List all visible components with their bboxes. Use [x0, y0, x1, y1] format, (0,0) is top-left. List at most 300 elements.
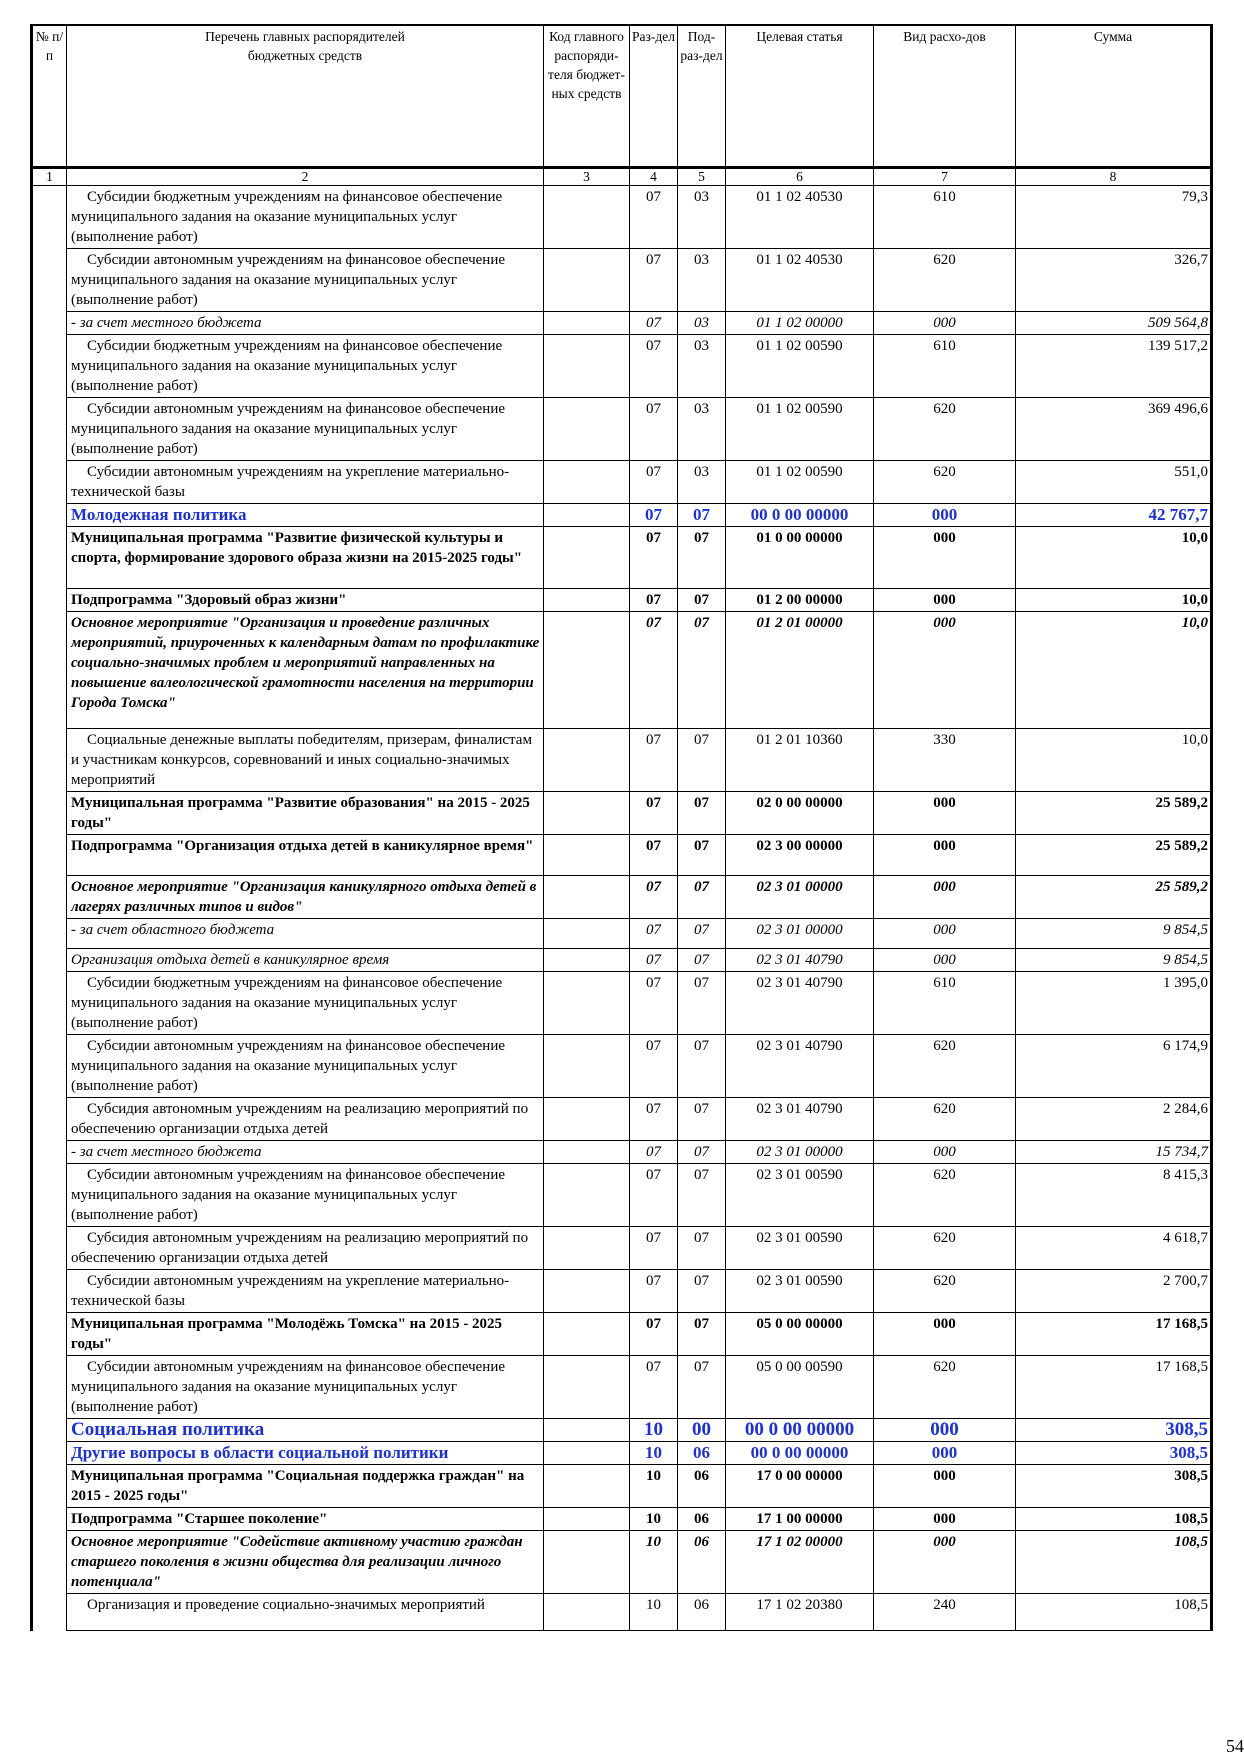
row-sum: 108,5: [1016, 1508, 1212, 1531]
row-number-cell: [32, 729, 67, 792]
row-target-article: 02 3 01 40790: [726, 972, 874, 1035]
row-podrazdel: 07: [678, 589, 726, 612]
row-number-cell: [32, 1141, 67, 1164]
row-name: Субсидия автономным учреждениям на реализацию мероприятий по обеспечению организации отдыха детей: [67, 1098, 544, 1141]
row-target-article: 01 0 00 00000: [726, 527, 874, 589]
row-podrazdel: 06: [678, 1508, 726, 1531]
row-razdel: 07: [630, 1035, 678, 1098]
row-target-article: 01 1 02 00590: [726, 461, 874, 504]
row-target-article: 17 1 00 00000: [726, 1508, 874, 1531]
table-row: [32, 949, 1212, 972]
row-podrazdel: 07: [678, 1356, 726, 1419]
table-row: [32, 1531, 1212, 1594]
row-podrazdel: 06: [678, 1465, 726, 1508]
row-grbs-code: [544, 335, 630, 398]
row-expense-type: 240: [874, 1594, 1016, 1631]
row-expense-type: 610: [874, 972, 1016, 1035]
row-podrazdel: 03: [678, 398, 726, 461]
row-name: Субсидии автономным учреждениям на финансовое обеспечение муниципального задания на оказание муниципальных услуг (выполнение работ): [67, 1164, 544, 1227]
row-grbs-code: [544, 876, 630, 919]
row-target-article: 01 1 02 00000: [726, 312, 874, 335]
row-expense-type: 000: [874, 504, 1016, 527]
row-target-article: 02 3 00 00000: [726, 835, 874, 876]
row-razdel: 10: [630, 1442, 678, 1465]
row-razdel: 10: [630, 1419, 678, 1442]
row-razdel: 07: [630, 972, 678, 1035]
row-grbs-code: [544, 949, 630, 972]
row-expense-type: 620: [874, 1227, 1016, 1270]
row-podrazdel: 03: [678, 461, 726, 504]
row-grbs-code: [544, 186, 630, 249]
header-col-podrazdel: Под-раз-дел: [678, 25, 726, 168]
row-podrazdel: 07: [678, 949, 726, 972]
row-razdel: 07: [630, 876, 678, 919]
row-number-cell: [32, 335, 67, 398]
row-expense-type: 000: [874, 876, 1016, 919]
column-number-row: [32, 168, 1212, 186]
table-body: [32, 186, 1212, 1631]
row-expense-type: 000: [874, 612, 1016, 729]
row-number-cell: [32, 461, 67, 504]
budget-table: [30, 24, 1213, 1631]
table-row: [32, 398, 1212, 461]
row-target-article: 02 3 01 00000: [726, 919, 874, 949]
row-name: Субсидии автономным учреждениям на финансовое обеспечение муниципального задания на оказание муниципальных услуг (выполнение работ): [67, 398, 544, 461]
row-number-cell: [32, 1594, 67, 1631]
row-sum: 369 496,6: [1016, 398, 1212, 461]
row-expense-type: 620: [874, 1164, 1016, 1227]
row-podrazdel: 07: [678, 835, 726, 876]
row-target-article: 01 1 02 00590: [726, 335, 874, 398]
row-number-cell: [32, 527, 67, 589]
row-name: Субсидии автономным учреждениям на укрепление материально-технической базы: [67, 461, 544, 504]
row-grbs-code: [544, 504, 630, 527]
row-name: Социальная политика: [67, 1419, 544, 1442]
row-number-cell: [32, 612, 67, 729]
row-number-cell: [32, 792, 67, 835]
row-name: Субсидии автономным учреждениям на финансовое обеспечение муниципального задания на оказание муниципальных услуг (выполнение работ): [67, 1356, 544, 1419]
row-sum: 2 700,7: [1016, 1270, 1212, 1313]
row-target-article: 01 2 00 00000: [726, 589, 874, 612]
row-number-cell: [32, 1531, 67, 1594]
row-grbs-code: [544, 1531, 630, 1594]
header-col-number: № п/п: [32, 25, 67, 168]
row-sum: 10,0: [1016, 729, 1212, 792]
row-sum: 326,7: [1016, 249, 1212, 312]
row-expense-type: 000: [874, 1465, 1016, 1508]
table-row: [32, 972, 1212, 1035]
row-razdel: 07: [630, 792, 678, 835]
table-row: [32, 1356, 1212, 1419]
table-row: [32, 729, 1212, 792]
row-expense-type: 610: [874, 335, 1016, 398]
row-grbs-code: [544, 729, 630, 792]
row-target-article: 02 0 00 00000: [726, 792, 874, 835]
row-expense-type: 620: [874, 1035, 1016, 1098]
row-name: Организация и проведение социально-значимых мероприятий: [67, 1594, 544, 1631]
row-sum: 25 589,2: [1016, 876, 1212, 919]
row-name: Субсидия автономным учреждениям на реализацию мероприятий по обеспечению организации отдыха детей: [67, 1227, 544, 1270]
row-name: Субсидии бюджетным учреждениям на финансовое обеспечение муниципального задания на оказание муниципальных услуг (выполнение работ): [67, 335, 544, 398]
row-grbs-code: [544, 1313, 630, 1356]
row-expense-type: 000: [874, 1442, 1016, 1465]
row-expense-type: 000: [874, 1141, 1016, 1164]
row-target-article: 02 3 01 00000: [726, 876, 874, 919]
row-expense-type: 620: [874, 1098, 1016, 1141]
row-sum: 551,0: [1016, 461, 1212, 504]
row-podrazdel: 07: [678, 1035, 726, 1098]
row-podrazdel: 03: [678, 186, 726, 249]
row-expense-type: 000: [874, 527, 1016, 589]
row-razdel: 07: [630, 1313, 678, 1356]
column-number: 5: [678, 168, 726, 186]
table-row: [32, 589, 1212, 612]
table-row: [32, 1442, 1212, 1465]
row-sum: 42 767,7: [1016, 504, 1212, 527]
table-row: [32, 1419, 1212, 1442]
row-name: Основное мероприятие "Содействие активному участию граждан старшего поколения в жизни общества для реализации личного потенциала": [67, 1531, 544, 1594]
column-number: 8: [1016, 168, 1212, 186]
row-expense-type: 000: [874, 1419, 1016, 1442]
row-sum: 25 589,2: [1016, 835, 1212, 876]
column-number: 2: [67, 168, 544, 186]
column-number: 1: [32, 168, 67, 186]
row-podrazdel: 03: [678, 312, 726, 335]
row-expense-type: 000: [874, 1508, 1016, 1531]
row-grbs-code: [544, 919, 630, 949]
row-number-cell: [32, 589, 67, 612]
row-razdel: 07: [630, 335, 678, 398]
row-razdel: 07: [630, 527, 678, 589]
row-grbs-code: [544, 1442, 630, 1465]
row-razdel: 07: [630, 1270, 678, 1313]
row-number-cell: [32, 972, 67, 1035]
row-name: Другие вопросы в области социальной политики: [67, 1442, 544, 1465]
row-target-article: 01 2 01 00000: [726, 612, 874, 729]
row-podrazdel: 07: [678, 1164, 726, 1227]
row-expense-type: 610: [874, 186, 1016, 249]
row-expense-type: 620: [874, 398, 1016, 461]
header-col-name-line2: бюджетных средств: [247, 48, 363, 63]
row-sum: 308,5: [1016, 1442, 1212, 1465]
row-sum: 25 589,2: [1016, 792, 1212, 835]
row-razdel: 07: [630, 612, 678, 729]
row-razdel: 10: [630, 1594, 678, 1631]
row-grbs-code: [544, 1098, 630, 1141]
row-name: Муниципальная программа "Социальная поддержка граждан" на 2015 - 2025 годы": [67, 1465, 544, 1508]
row-podrazdel: 00: [678, 1419, 726, 1442]
row-podrazdel: 07: [678, 527, 726, 589]
row-target-article: 01 1 02 40530: [726, 249, 874, 312]
row-grbs-code: [544, 972, 630, 1035]
row-grbs-code: [544, 1419, 630, 1442]
row-sum: 509 564,8: [1016, 312, 1212, 335]
row-podrazdel: 03: [678, 249, 726, 312]
table-row: [32, 876, 1212, 919]
row-name: Субсидии бюджетным учреждениям на финансовое обеспечение муниципального задания на оказание муниципальных услуг (выполнение работ): [67, 972, 544, 1035]
table-row: [32, 249, 1212, 312]
table-row: [32, 1270, 1212, 1313]
row-expense-type: 000: [874, 1531, 1016, 1594]
row-razdel: 07: [630, 504, 678, 527]
row-number-cell: [32, 919, 67, 949]
row-podrazdel: 07: [678, 1141, 726, 1164]
row-number-cell: [32, 876, 67, 919]
row-podrazdel: 07: [678, 972, 726, 1035]
header-col-sum: Сумма: [1016, 25, 1212, 168]
header-col-name-line1: Перечень главных распорядителей: [205, 29, 405, 44]
row-sum: 15 734,7: [1016, 1141, 1212, 1164]
row-sum: 10,0: [1016, 527, 1212, 589]
header-col-name: [67, 25, 544, 168]
row-razdel: 07: [630, 835, 678, 876]
row-target-article: 01 2 01 10360: [726, 729, 874, 792]
row-number-cell: [32, 949, 67, 972]
row-name: Подпрограмма "Организация отдыха детей в каникулярное время": [67, 835, 544, 876]
row-razdel: 10: [630, 1508, 678, 1531]
row-number-cell: [32, 1164, 67, 1227]
row-grbs-code: [544, 1594, 630, 1631]
table-row: [32, 504, 1212, 527]
row-grbs-code: [544, 527, 630, 589]
row-razdel: 07: [630, 312, 678, 335]
row-expense-type: 000: [874, 312, 1016, 335]
row-sum: 9 854,5: [1016, 919, 1212, 949]
table-row: [32, 1227, 1212, 1270]
row-number-cell: [32, 835, 67, 876]
row-sum: 139 517,2: [1016, 335, 1212, 398]
row-name: Молодежная политика: [67, 504, 544, 527]
row-number-cell: [32, 398, 67, 461]
row-number-cell: [32, 1270, 67, 1313]
row-number-cell: [32, 1508, 67, 1531]
row-grbs-code: [544, 1356, 630, 1419]
row-razdel: 07: [630, 249, 678, 312]
row-name: Субсидии автономным учреждениям на укрепление материально-технической базы: [67, 1270, 544, 1313]
row-sum: 108,5: [1016, 1594, 1212, 1631]
column-number: 6: [726, 168, 874, 186]
row-name: - за счет местного бюджета: [67, 1141, 544, 1164]
row-grbs-code: [544, 1164, 630, 1227]
row-expense-type: 000: [874, 792, 1016, 835]
table-row: [32, 1313, 1212, 1356]
row-expense-type: 620: [874, 461, 1016, 504]
table-row: [32, 312, 1212, 335]
row-expense-type: 620: [874, 1270, 1016, 1313]
row-razdel: 07: [630, 729, 678, 792]
table-row: [32, 527, 1212, 589]
row-sum: 1 395,0: [1016, 972, 1212, 1035]
row-target-article: 01 1 02 40530: [726, 186, 874, 249]
row-podrazdel: 07: [678, 1313, 726, 1356]
row-name: Организация отдыха детей в каникулярное время: [67, 949, 544, 972]
row-grbs-code: [544, 589, 630, 612]
table-row: [32, 1035, 1212, 1098]
column-number: 7: [874, 168, 1016, 186]
column-number: 3: [544, 168, 630, 186]
row-grbs-code: [544, 461, 630, 504]
row-grbs-code: [544, 1508, 630, 1531]
row-podrazdel: 07: [678, 612, 726, 729]
row-number-cell: [32, 312, 67, 335]
row-grbs-code: [544, 312, 630, 335]
row-number-cell: [32, 1313, 67, 1356]
row-number-cell: [32, 1035, 67, 1098]
row-target-article: 02 3 01 40790: [726, 1035, 874, 1098]
row-sum: 2 284,6: [1016, 1098, 1212, 1141]
row-razdel: 07: [630, 1227, 678, 1270]
row-sum: 79,3: [1016, 186, 1212, 249]
row-name: Субсидии автономным учреждениям на финансовое обеспечение муниципального задания на оказание муниципальных услуг (выполнение работ): [67, 249, 544, 312]
table-row: [32, 1141, 1212, 1164]
header-col-target-article: Целевая статья: [726, 25, 874, 168]
row-sum: 8 415,3: [1016, 1164, 1212, 1227]
table-row: [32, 792, 1212, 835]
row-number-cell: [32, 1098, 67, 1141]
row-razdel: 07: [630, 949, 678, 972]
row-razdel: 07: [630, 461, 678, 504]
row-sum: 308,5: [1016, 1465, 1212, 1508]
row-podrazdel: 07: [678, 876, 726, 919]
document-page: [30, 24, 1244, 1756]
row-target-article: 02 3 01 00590: [726, 1270, 874, 1313]
row-podrazdel: 07: [678, 792, 726, 835]
row-target-article: 00 0 00 00000: [726, 1419, 874, 1442]
row-podrazdel: 06: [678, 1531, 726, 1594]
row-sum: 17 168,5: [1016, 1356, 1212, 1419]
row-sum: 9 854,5: [1016, 949, 1212, 972]
row-grbs-code: [544, 1465, 630, 1508]
row-number-cell: [32, 1356, 67, 1419]
row-sum: 4 618,7: [1016, 1227, 1212, 1270]
row-target-article: 02 3 01 40790: [726, 949, 874, 972]
table-row: [32, 1508, 1212, 1531]
row-podrazdel: 07: [678, 1098, 726, 1141]
row-razdel: 07: [630, 1356, 678, 1419]
column-number: 4: [630, 168, 678, 186]
row-grbs-code: [544, 835, 630, 876]
row-expense-type: 000: [874, 835, 1016, 876]
row-expense-type: 620: [874, 249, 1016, 312]
table-row: [32, 461, 1212, 504]
row-name: Субсидии бюджетным учреждениям на финансовое обеспечение муниципального задания на оказание муниципальных услуг (выполнение работ): [67, 186, 544, 249]
page-number: 54: [1226, 1736, 1244, 1756]
row-razdel: 10: [630, 1465, 678, 1508]
table-row: [32, 919, 1212, 949]
row-target-article: 02 3 01 00590: [726, 1164, 874, 1227]
row-target-article: 00 0 00 00000: [726, 1442, 874, 1465]
row-podrazdel: 07: [678, 729, 726, 792]
row-razdel: 07: [630, 1164, 678, 1227]
row-expense-type: 330: [874, 729, 1016, 792]
row-expense-type: 000: [874, 589, 1016, 612]
row-name: - за счет местного бюджета: [67, 312, 544, 335]
table-row: [32, 335, 1212, 398]
row-name: - за счет областного бюджета: [67, 919, 544, 949]
row-target-article: 17 1 02 20380: [726, 1594, 874, 1631]
row-target-article: 05 0 00 00590: [726, 1356, 874, 1419]
row-razdel: 07: [630, 589, 678, 612]
row-podrazdel: 07: [678, 919, 726, 949]
row-target-article: 17 1 02 00000: [726, 1531, 874, 1594]
header-col-expense-type: Вид расхо-дов: [874, 25, 1016, 168]
row-grbs-code: [544, 1141, 630, 1164]
row-target-article: 01 1 02 00590: [726, 398, 874, 461]
row-grbs-code: [544, 249, 630, 312]
row-target-article: 02 3 01 40790: [726, 1098, 874, 1141]
row-name: Социальные денежные выплаты победителям, призерам, финалистам и участникам конкурсов, соревнований и иных социально-значимых мероприятий: [67, 729, 544, 792]
row-target-article: 00 0 00 00000: [726, 504, 874, 527]
row-sum: 10,0: [1016, 612, 1212, 729]
row-name: Муниципальная программа "Развитие физической культуры и спорта, формирование здорового образа жизни на 2015-2025 годы": [67, 527, 544, 589]
row-grbs-code: [544, 398, 630, 461]
row-number-cell: [32, 1227, 67, 1270]
row-target-article: 02 3 01 00000: [726, 1141, 874, 1164]
row-expense-type: 000: [874, 1313, 1016, 1356]
row-name: Муниципальная программа "Молодёжь Томска" на 2015 - 2025 годы": [67, 1313, 544, 1356]
row-podrazdel: 06: [678, 1442, 726, 1465]
row-number-cell: [32, 1419, 67, 1442]
row-sum: 17 168,5: [1016, 1313, 1212, 1356]
row-sum: 308,5: [1016, 1419, 1212, 1442]
row-razdel: 07: [630, 1098, 678, 1141]
row-name: Субсидии автономным учреждениям на финансовое обеспечение муниципального задания на оказание муниципальных услуг (выполнение работ): [67, 1035, 544, 1098]
row-podrazdel: 07: [678, 1227, 726, 1270]
row-number-cell: [32, 186, 67, 249]
row-name: Подпрограмма "Здоровый образ жизни": [67, 589, 544, 612]
row-razdel: 07: [630, 1141, 678, 1164]
table-row: [32, 835, 1212, 876]
table-row: [32, 1098, 1212, 1141]
row-sum: 6 174,9: [1016, 1035, 1212, 1098]
row-sum: 10,0: [1016, 589, 1212, 612]
row-grbs-code: [544, 1227, 630, 1270]
row-target-article: 17 0 00 00000: [726, 1465, 874, 1508]
row-name: Основное мероприятие "Организация каникулярного отдыха детей в лагерях различных типов и видов": [67, 876, 544, 919]
table-row: [32, 612, 1212, 729]
row-razdel: 07: [630, 398, 678, 461]
row-grbs-code: [544, 612, 630, 729]
table-row: [32, 1164, 1212, 1227]
row-name: Основное мероприятие "Организация и проведение различных мероприятий, приуроченных к календарным датам по профилактике социально-значимых проблем и мероприятий направленных на повышение валеологической грамотности населения на территории Города Томска": [67, 612, 544, 729]
row-number-cell: [32, 249, 67, 312]
row-number-cell: [32, 1442, 67, 1465]
row-grbs-code: [544, 1270, 630, 1313]
header-col-razdel: Раз-дел: [630, 25, 678, 168]
row-razdel: 07: [630, 919, 678, 949]
row-sum: 108,5: [1016, 1531, 1212, 1594]
row-podrazdel: 03: [678, 335, 726, 398]
row-expense-type: 620: [874, 1356, 1016, 1419]
row-expense-type: 000: [874, 949, 1016, 972]
row-name: Муниципальная программа "Развитие образования" на 2015 - 2025 годы": [67, 792, 544, 835]
row-number-cell: [32, 1465, 67, 1508]
table-header: [32, 25, 1212, 186]
header-col-grbs-code: Код главного распоряди-теля бюджет-ных средств: [544, 25, 630, 168]
row-grbs-code: [544, 792, 630, 835]
table-row: [32, 1594, 1212, 1631]
row-target-article: 02 3 01 00590: [726, 1227, 874, 1270]
row-razdel: 07: [630, 186, 678, 249]
row-target-article: 05 0 00 00000: [726, 1313, 874, 1356]
row-podrazdel: 06: [678, 1594, 726, 1631]
row-expense-type: 000: [874, 919, 1016, 949]
row-podrazdel: 07: [678, 504, 726, 527]
row-grbs-code: [544, 1035, 630, 1098]
row-razdel: 10: [630, 1531, 678, 1594]
row-podrazdel: 07: [678, 1270, 726, 1313]
table-row: [32, 1465, 1212, 1508]
